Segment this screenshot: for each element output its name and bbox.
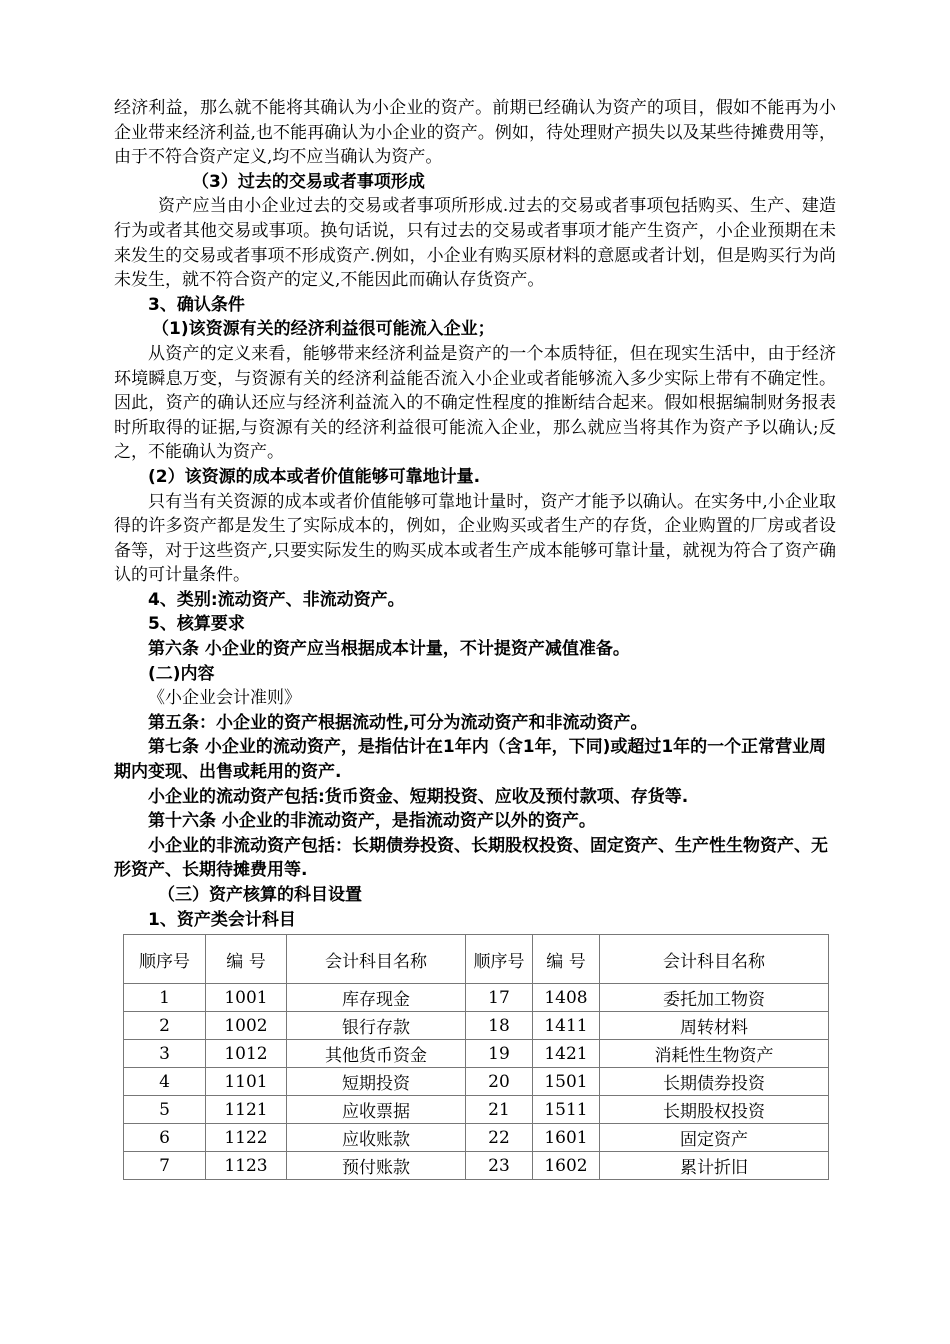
table-cell: 21 [466, 1096, 533, 1124]
column-header: 顺序号 [124, 935, 206, 984]
table-cell: 其他货币资金 [287, 1040, 466, 1068]
table-cell: 应收票据 [287, 1096, 466, 1124]
document-page [114, 96, 836, 1180]
table-cell: 20 [466, 1068, 533, 1096]
paragraph: 资产应当由小企业过去的交易或者事项所形成.过去的交易或者事项包括购买、生产、建造行为或者其他交易或事项。换句话说，只有过去的交易或者事项才能产生资产，小企业预期在未来发生的交易或者事项不形成资产.例如，小企业有购买原材料的意愿或者计划，但是购买行为尚未发生，就不符合资产的定义,不能因此而确认存货资产。 [114, 196, 836, 291]
table-cell: 17 [466, 984, 533, 1012]
section-heading: （3）过去的交易或者事项形成 [192, 171, 425, 192]
table-cell: 1123 [206, 1152, 287, 1180]
table-cell: 1 [124, 984, 206, 1012]
table-row [124, 984, 829, 1012]
table-cell: 1121 [206, 1096, 287, 1124]
section-heading: （1)该资源有关的经济利益很可能流入企业； [152, 319, 495, 340]
table-cell: 1501 [533, 1068, 600, 1096]
table-cell: 18 [466, 1012, 533, 1040]
table-row [124, 1124, 829, 1152]
table-cell: 19 [466, 1040, 533, 1068]
table-cell: 1101 [206, 1068, 287, 1096]
table-row [124, 1012, 829, 1040]
table-cell: 22 [466, 1124, 533, 1152]
table-cell: 23 [466, 1152, 533, 1180]
table-cell: 1602 [533, 1152, 600, 1180]
table-cell: 7 [124, 1152, 206, 1180]
table-cell: 银行存款 [287, 1012, 466, 1040]
table-row [124, 1096, 829, 1124]
table-cell: 1601 [533, 1124, 600, 1152]
table-cell: 长期股权投资 [600, 1096, 829, 1124]
table-cell: 1001 [206, 984, 287, 1012]
table-cell: 短期投资 [287, 1068, 466, 1096]
paragraph: 从资产的定义来看，能够带来经济利益是资产的一个本质特征，但在现实生活中，由于经济环境瞬息万变，与资源有关的经济利益能否流入小企业或者能够流入多少实际上带有不确定性。因此，资产的确认还应与经济利益流入的不确定性程度的推断结合起来。假如根据编制财务报表时所取得的证据,与资源有关的经济利益很可能流入企业，那么就应当将其作为资产予以确认;反之，不能确认为资产。 [114, 343, 836, 463]
paragraph: 《小企业会计准则》 [148, 688, 301, 709]
table-cell: 周转材料 [600, 1012, 829, 1040]
table-cell: 5 [124, 1096, 206, 1124]
table-cell: 预付账款 [287, 1152, 466, 1180]
table-cell: 库存现金 [287, 984, 466, 1012]
table-row [124, 1068, 829, 1096]
table-cell: 3 [124, 1040, 206, 1068]
table-row [124, 1152, 829, 1180]
table-cell: 应收账款 [287, 1124, 466, 1152]
column-header: 编 号 [206, 935, 287, 984]
table-cell: 1511 [533, 1096, 600, 1124]
section-heading: 5、核算要求 [148, 614, 245, 635]
table-cell: 1408 [533, 984, 600, 1012]
table-cell: 消耗性生物资产 [600, 1040, 829, 1068]
bold-paragraph: 第七条 小企业的流动资产，是指估计在1年内（含1年，下同)或超过1年的一个正常营业周期内变现、出售或耗用的资产. [114, 737, 827, 783]
table-cell: 1411 [533, 1012, 600, 1040]
bold-paragraph: 第五条：小企业的资产根据流动性,可分为流动资产和非流动资产。 [148, 712, 648, 733]
bold-paragraph: 小企业的非流动资产包括：长期债券投资、长期股权投资、固定资产、生产性生物资产、无形资产、长期待摊费用等. [114, 835, 828, 881]
table-cell: 1122 [206, 1124, 287, 1152]
paragraph: 经济利益，那么就不能将其确认为小企业的资产。前期已经确认为资产的项目，假如不能再为小企业带来经济利益,也不能再确认为小企业的资产。例如，待处理财产损失以及某些待摊费用等，由于不符合资产定义,均不应当确认为资产。 [114, 98, 836, 168]
table-cell: 6 [124, 1124, 206, 1152]
table-cell: 1012 [206, 1040, 287, 1068]
table-row [124, 1040, 829, 1068]
section-heading: 3、确认条件 [148, 294, 245, 315]
bold-paragraph: 第十六条 小企业的非流动资产，是指流动资产以外的资产。 [148, 811, 596, 832]
table-cell: 累计折旧 [600, 1152, 829, 1180]
section-heading: 1、资产类会计科目 [148, 909, 296, 930]
bold-paragraph: 小企业的流动资产包括:货币资金、短期投资、应收及预付款项、存货等. [148, 786, 689, 807]
table-cell: 1421 [533, 1040, 600, 1068]
table-cell: 2 [124, 1012, 206, 1040]
paragraph: 只有当有关资源的成本或者价值能够可靠地计量时，资产才能予以确认。在实务中,小企业取得的许多资产都是发生了实际成本的，例如，企业购买或者生产的存货，企业购置的厂房或者设备等，对于这些资产,只要实际发生的购买成本或者生产成本能够可靠计量，就视为符合了资产确认的可计量条件。 [114, 491, 836, 586]
column-header: 会计科目名称 [600, 935, 829, 984]
table-cell: 长期债券投资 [600, 1068, 829, 1096]
table-header-row [124, 935, 829, 984]
column-header: 会计科目名称 [287, 935, 466, 984]
section-heading: 4、类别:流动资产、非流动资产。 [148, 589, 405, 610]
column-header: 编 号 [533, 935, 600, 984]
account-table [123, 934, 829, 1180]
table-cell: 1002 [206, 1012, 287, 1040]
column-header: 顺序号 [466, 935, 533, 984]
table-cell: 委托加工物资 [600, 984, 829, 1012]
bold-paragraph: 第六条 小企业的资产应当根据成本计量，不计提资产减值准备。 [148, 639, 630, 660]
section-heading: （三）资产核算的科目设置 [158, 885, 362, 905]
section-heading: (2）该资源的成本或者价值能够可靠地计量. [148, 466, 481, 487]
table-cell: 固定资产 [600, 1124, 829, 1152]
section-heading: (二)内容 [148, 663, 215, 684]
table-cell: 4 [124, 1068, 206, 1096]
